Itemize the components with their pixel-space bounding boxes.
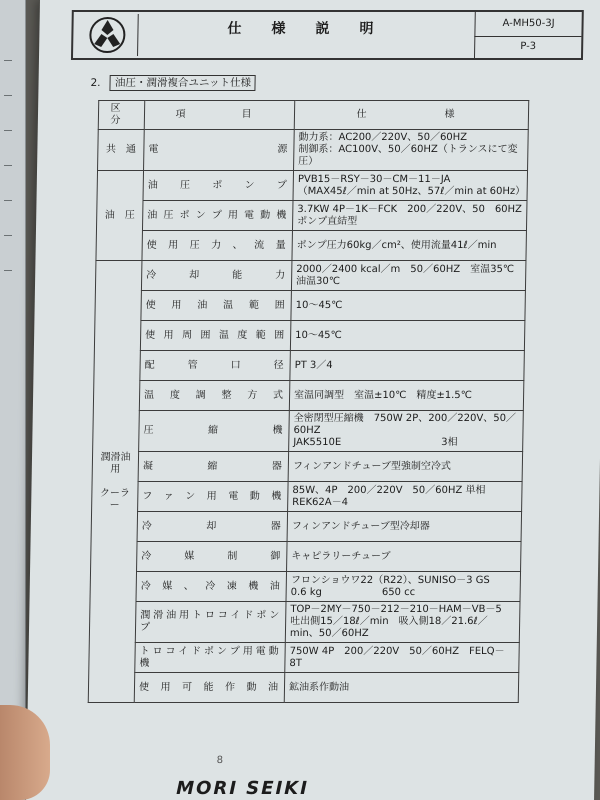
row-item: 凝縮器 (138, 452, 289, 482)
row-item: ファン用電動機 (138, 482, 289, 512)
adjacent-page (0, 0, 26, 800)
row-item: 油圧ポンプ (143, 171, 294, 201)
row-value: 10～45℃ (290, 321, 525, 351)
row-value: ポンプ圧力60kg／cm²、使用流量41ℓ／min (292, 231, 527, 261)
section-heading (90, 75, 256, 90)
row-item: 使用油温範囲 (141, 291, 292, 321)
table-header-row (98, 101, 529, 130)
row-item: 油圧ポンプ用電動機 (142, 201, 293, 231)
row-value: 750W 4P 200／220V 50／60HZ FELQ－8T (285, 643, 520, 673)
table-row (95, 261, 526, 291)
table-row (97, 171, 528, 201)
category-common: 共 通 (98, 130, 145, 171)
row-value: キャピラリーチューブ (287, 542, 522, 572)
table-row (89, 643, 520, 673)
table-row (92, 452, 523, 482)
row-item: 潤滑油用トロコイドポンプ (135, 602, 286, 643)
table-row (89, 602, 520, 643)
table-row (88, 673, 519, 703)
table-row (90, 572, 521, 602)
row-value: 3.7KW 4P－1K－FCK 200／220V、50 60HZ ポンプ直結型 (292, 201, 527, 231)
table-row (95, 291, 526, 321)
table-row (92, 482, 523, 512)
company-logo (77, 14, 139, 56)
three-diamond-logo-icon (77, 14, 138, 56)
table-row (93, 411, 524, 452)
footer-brand-logo: MORI SEIKI (176, 778, 310, 799)
row-item: 使用圧力、流量 (142, 231, 293, 261)
row-item: 配管口径 (140, 351, 291, 381)
table-row (93, 381, 524, 411)
category-lube-cooler-line1: 潤滑油用 (100, 451, 131, 475)
table-row (91, 542, 522, 572)
table-row (96, 231, 527, 261)
row-item: 使用可能作動油 (134, 673, 285, 703)
category-lube-cooler-line2: クーラー (99, 487, 130, 511)
row-value: 全密閉型圧縮機 750W 2P、200／220V、50／60HZ JAK5510E 3相 (289, 411, 524, 452)
row-value: TOP－2MY－750－212－210－HAM－VB－5 吐出側15／18ℓ／min 吸入側18／21.6ℓ／min、50／60HZ (285, 602, 520, 643)
page-mark: 8 (216, 755, 224, 766)
table-row (91, 512, 522, 542)
row-item: トロコイドポンプ用電動機 (135, 643, 286, 673)
row-item: 電 源 (144, 130, 295, 171)
row-item: 冷却器 (137, 512, 288, 542)
row-item: 温度調整方式 (139, 381, 290, 411)
table-row (98, 130, 529, 171)
row-value: 2000／2400 kcal／m 50／60HZ 室温35℃ 油温30℃ (291, 261, 526, 291)
header-item: 項 目 (144, 101, 295, 130)
spec-table (88, 100, 530, 703)
row-value: PVB15－RSY－30－CM－11－JA （MAX45ℓ／min at 50Hz、57ℓ／min at 60Hz） (293, 171, 528, 201)
row-item: 冷媒、冷凍機油 (136, 572, 287, 602)
row-value: PT 3／4 (290, 351, 525, 381)
row-value: 室温同調型 室温±10℃ 精度±1.5℃ (289, 381, 524, 411)
row-value: 鉱油系作動油 (284, 673, 519, 703)
section-title: 油圧・潤滑複合ユニット仕様 (110, 75, 256, 91)
spec-page (26, 0, 600, 800)
document-number: A-MH50-3J (474, 12, 581, 37)
row-value: 10～45℃ (291, 291, 526, 321)
row-value: フィンアンドチューブ型冷却器 (287, 512, 522, 542)
page-title: 仕 様 説 明 (227, 21, 382, 37)
row-value: フロンショウワ22（R22）、SUNISO－3 GS 0.6 kg 650 cc (286, 572, 521, 602)
table-row (96, 201, 527, 231)
row-value: 動力系：AC200／220V、50／60HZ 制御系：AC100V、50／60HZ（トランスにて変圧） (294, 130, 529, 171)
row-item: 冷却能力 (141, 261, 292, 291)
category-lube-cooler (88, 261, 142, 703)
header-spec: 仕 様 (294, 101, 529, 130)
row-value: フィンアンドチューブ型強制空冷式 (288, 452, 523, 482)
category-hydraulic: 油 圧 (96, 171, 144, 261)
row-item: 冷媒制御 (137, 542, 288, 572)
row-item: 使用周囲温度範囲 (140, 321, 291, 351)
page-header (71, 10, 584, 60)
table-row (94, 351, 525, 381)
row-value: 85W、4P 200／220V 50／60HZ 単相REK62A－4 (288, 482, 523, 512)
table-row (94, 321, 525, 351)
row-item: 圧縮機 (139, 411, 290, 452)
header-category: 区 分 (98, 101, 145, 130)
section-number: 2. (90, 77, 101, 89)
page-number: P-3 (474, 36, 581, 58)
